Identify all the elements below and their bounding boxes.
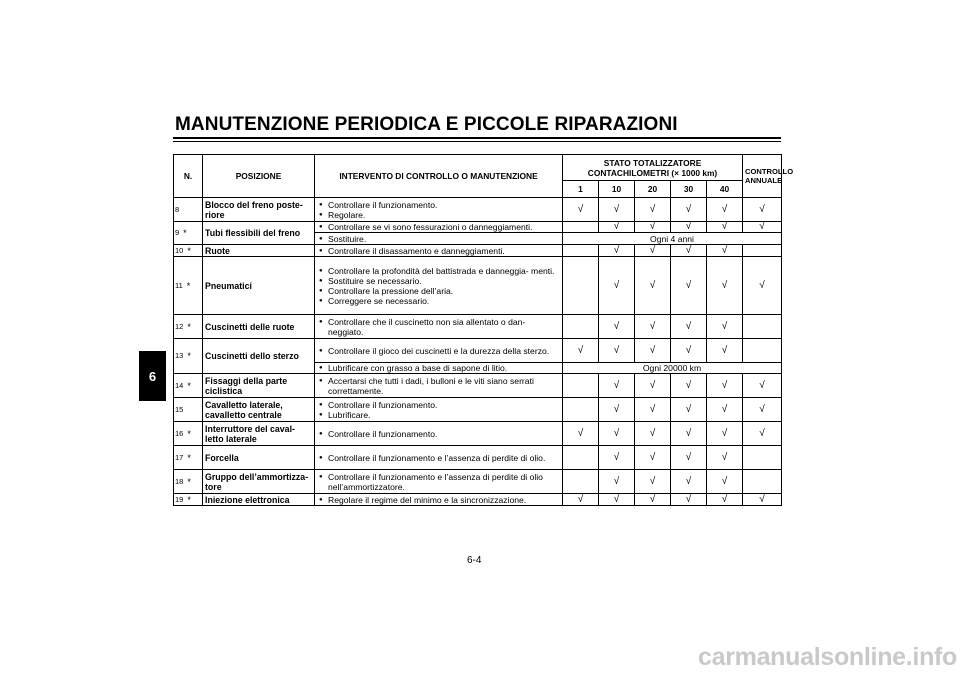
row-star: *: [186, 280, 191, 291]
action-item: ● Regolare.: [317, 210, 560, 220]
check-mark: √: [563, 339, 599, 363]
row-position: Forcella: [203, 446, 315, 470]
check-empty: [563, 257, 599, 315]
check-mark: √: [743, 398, 782, 422]
check-mark: √: [707, 257, 743, 315]
row-actions: [315, 494, 563, 506]
row-number-cell: [174, 374, 203, 398]
row-position: Cuscinetti delle ruote: [203, 315, 315, 339]
check-mark: √: [707, 446, 743, 470]
interval-note: Ogni 4 anni: [563, 233, 782, 245]
check-mark: √: [635, 257, 671, 315]
row-position: Pneumatici: [203, 257, 315, 315]
row-number-cell: [174, 257, 203, 315]
row-position: Blocco del freno poste- riore: [203, 198, 315, 222]
row-position: Tubi flessibili del freno: [203, 222, 315, 245]
check-empty: [563, 222, 599, 233]
watermark-link[interactable]: carmanualsonline.info: [698, 643, 958, 671]
table-row: [174, 339, 782, 363]
check-mark: √: [635, 198, 671, 222]
row-number-cell: [174, 446, 203, 470]
action-item: ● Sostituire se necessario.: [317, 276, 560, 286]
check-mark: √: [707, 374, 743, 398]
check-mark: √: [671, 198, 707, 222]
header-num: N.: [174, 155, 203, 198]
row-star: *: [187, 245, 191, 256]
action-item: ● Controllare il funzionamento.: [317, 200, 560, 210]
check-mark: √: [743, 222, 782, 233]
action-item: ● Controllare il funzionamento e l’assenza di perdite di olio.: [317, 453, 560, 463]
table-row: [174, 198, 782, 222]
row-number: 17: [175, 452, 184, 462]
row-star: *: [187, 321, 191, 332]
row-number: 18: [175, 476, 184, 486]
row-number: 12: [175, 321, 184, 331]
check-empty: [563, 245, 599, 257]
check-mark: √: [671, 422, 707, 446]
check-empty: [563, 315, 599, 339]
check-mark: √: [563, 422, 599, 446]
check-mark: √: [635, 446, 671, 470]
check-mark: √: [599, 494, 635, 506]
header-odometer: STATO TOTALIZZATORE CONTACHILOMETRI (× 1000 km): [563, 155, 743, 181]
action-item: ● Regolare il regime del minimo e la sincronizzazione.: [317, 495, 560, 505]
check-mark: √: [635, 398, 671, 422]
row-actions: [315, 222, 563, 233]
row-actions: [315, 374, 563, 398]
row-number-cell: [174, 315, 203, 339]
check-mark: √: [743, 422, 782, 446]
row-number: 19: [175, 494, 184, 504]
table-row: [174, 398, 782, 422]
check-mark: √: [671, 374, 707, 398]
chapter-tab: 6: [139, 351, 166, 401]
action-item: ● Controllare il gioco dei cuscinetti e la durezza della sterzo.: [317, 346, 560, 356]
table-row: [174, 494, 782, 506]
check-mark: √: [599, 446, 635, 470]
check-mark: √: [635, 374, 671, 398]
check-mark: √: [563, 198, 599, 222]
title-rule-thin: [173, 141, 781, 142]
check-mark: √: [635, 222, 671, 233]
row-position: Gruppo dell’ammortizza- tore: [203, 470, 315, 494]
row-actions: [315, 315, 563, 339]
check-mark: √: [707, 422, 743, 446]
row-star: *: [183, 228, 187, 238]
check-mark: √: [707, 315, 743, 339]
title-rule: [173, 137, 781, 139]
table-row: [174, 257, 782, 315]
check-mark: √: [599, 422, 635, 446]
row-star: *: [187, 428, 191, 439]
check-mark: √: [707, 339, 743, 363]
row-number-cell: [174, 222, 203, 245]
header-position: POSIZIONE: [203, 155, 315, 198]
action-item: ● Controllare se vi sono fessurazioni o danneggiamenti.: [317, 222, 560, 232]
table-row: [174, 422, 782, 446]
check-mark: √: [635, 470, 671, 494]
check-mark: √: [707, 222, 743, 233]
check-mark: √: [671, 245, 707, 257]
check-mark: √: [635, 339, 671, 363]
table-row: [174, 374, 782, 398]
row-actions: [315, 446, 563, 470]
check-mark: √: [599, 398, 635, 422]
row-number: 10: [175, 245, 184, 255]
page-number: 6-4: [467, 555, 482, 566]
check-mark: √: [707, 398, 743, 422]
check-mark: √: [599, 315, 635, 339]
check-mark: √: [671, 339, 707, 363]
action-item: ● Lubrificare.: [317, 410, 560, 420]
check-empty: [743, 470, 782, 494]
row-number: 8: [175, 204, 180, 214]
check-mark: √: [671, 470, 707, 494]
check-empty: [563, 374, 599, 398]
check-mark: √: [671, 398, 707, 422]
check-mark: √: [599, 198, 635, 222]
check-mark: √: [671, 222, 707, 233]
table-row: [174, 470, 782, 494]
check-empty: [743, 315, 782, 339]
table-row: [174, 446, 782, 470]
interval-note: Ogni 20000 km: [563, 363, 782, 374]
row-number-cell: [174, 339, 203, 374]
row-actions: [315, 257, 563, 315]
row-number-cell: [174, 422, 203, 446]
check-mark: √: [599, 245, 635, 257]
header-annual: CONTROLLO ANNUALE: [743, 155, 782, 198]
header-odo-20: 20: [635, 181, 671, 198]
row-number: 16: [175, 428, 184, 438]
check-mark: √: [635, 494, 671, 506]
row-number: 14: [175, 380, 184, 390]
action-item: ● Controllare il funzionamento.: [317, 429, 560, 439]
row-number: 9: [175, 228, 180, 237]
row-number-cell: [174, 470, 203, 494]
table-row: [174, 222, 782, 233]
action-item: ● Controllare la profondità del battistrada e danneggia- menti.: [317, 266, 560, 276]
header-odo-1: 1: [563, 181, 599, 198]
row-position: Fissaggi della parte ciclistica: [203, 374, 315, 398]
row-star: *: [187, 380, 191, 391]
row-number-cell: [174, 494, 203, 506]
check-mark: √: [599, 257, 635, 315]
check-empty: [743, 339, 782, 363]
check-mark: √: [671, 315, 707, 339]
check-mark: √: [563, 494, 599, 506]
maintenance-table: [173, 154, 794, 506]
row-star: *: [187, 452, 191, 463]
header-odo-40: 40: [707, 181, 743, 198]
action-item: ● Controllare il funzionamento.: [317, 400, 560, 410]
row-star: *: [187, 351, 191, 361]
action-item: ● Controllare il funzionamento e l’assenza di perdite di olio nell’ammortizzatore.: [317, 472, 560, 492]
check-mark: √: [635, 245, 671, 257]
row-position: Cavalletto laterale, cavalletto centrale: [203, 398, 315, 422]
check-empty: [743, 446, 782, 470]
action-item: ● Sostituire.: [317, 234, 560, 244]
row-position: Cuscinetti dello sterzo: [203, 339, 315, 374]
check-mark: √: [635, 315, 671, 339]
row-actions: [315, 245, 563, 257]
header-odo-30: 30: [671, 181, 707, 198]
check-mark: √: [707, 198, 743, 222]
row-number: 15: [175, 404, 184, 414]
header-action: INTERVENTO DI CONTROLLO O MANUTENZIONE: [315, 155, 563, 198]
check-mark: √: [635, 422, 671, 446]
row-actions: [315, 470, 563, 494]
action-item: ● Controllare la pressione dell’aria.: [317, 286, 560, 296]
action-item: ● Controllare che il cuscinetto non sia allentato o dan- neggiato.: [317, 317, 560, 337]
check-mark: √: [599, 222, 635, 233]
table-row: [174, 315, 782, 339]
check-mark: √: [743, 494, 782, 506]
check-mark: √: [743, 198, 782, 222]
check-mark: √: [671, 494, 707, 506]
check-mark: √: [599, 374, 635, 398]
row-actions: [315, 233, 563, 245]
row-number-cell: [174, 398, 203, 422]
check-mark: √: [599, 470, 635, 494]
row-actions: [315, 422, 563, 446]
check-mark: √: [743, 374, 782, 398]
action-item: ● Lubrificare con grasso a base di sapone di litio.: [317, 363, 560, 373]
row-position: Iniezione elettronica: [203, 494, 315, 506]
check-mark: √: [671, 257, 707, 315]
row-actions: [315, 363, 563, 374]
row-actions: [315, 198, 563, 222]
check-empty: [563, 446, 599, 470]
page-title: MANUTENZIONE PERIODICA E PICCOLE RIPARAZIONI: [175, 114, 678, 135]
check-empty: [563, 470, 599, 494]
check-mark: √: [743, 257, 782, 315]
check-mark: √: [707, 245, 743, 257]
row-number-cell: [174, 245, 203, 257]
row-number: 13: [175, 351, 184, 360]
row-star: *: [187, 494, 191, 505]
check-empty: [563, 398, 599, 422]
check-empty: [743, 245, 782, 257]
action-item: ● Controllare il disassamento e danneggiamenti.: [317, 246, 560, 256]
table-row: [174, 245, 782, 257]
check-mark: √: [599, 339, 635, 363]
row-actions: [315, 339, 563, 363]
row-star: *: [187, 476, 191, 487]
row-position: Ruote: [203, 245, 315, 257]
row-actions: [315, 398, 563, 422]
check-mark: √: [671, 446, 707, 470]
action-item: ● Correggere se necessario.: [317, 296, 560, 306]
row-number: 11: [175, 280, 183, 290]
header-odo-10: 10: [599, 181, 635, 198]
row-number-cell: [174, 198, 203, 222]
check-mark: √: [707, 494, 743, 506]
row-position: Interruttore del caval- letto laterale: [203, 422, 315, 446]
check-mark: √: [707, 470, 743, 494]
action-item: ● Accertarsi che tutti i dadi, i bulloni e le viti siano serrati correttamente.: [317, 376, 560, 396]
